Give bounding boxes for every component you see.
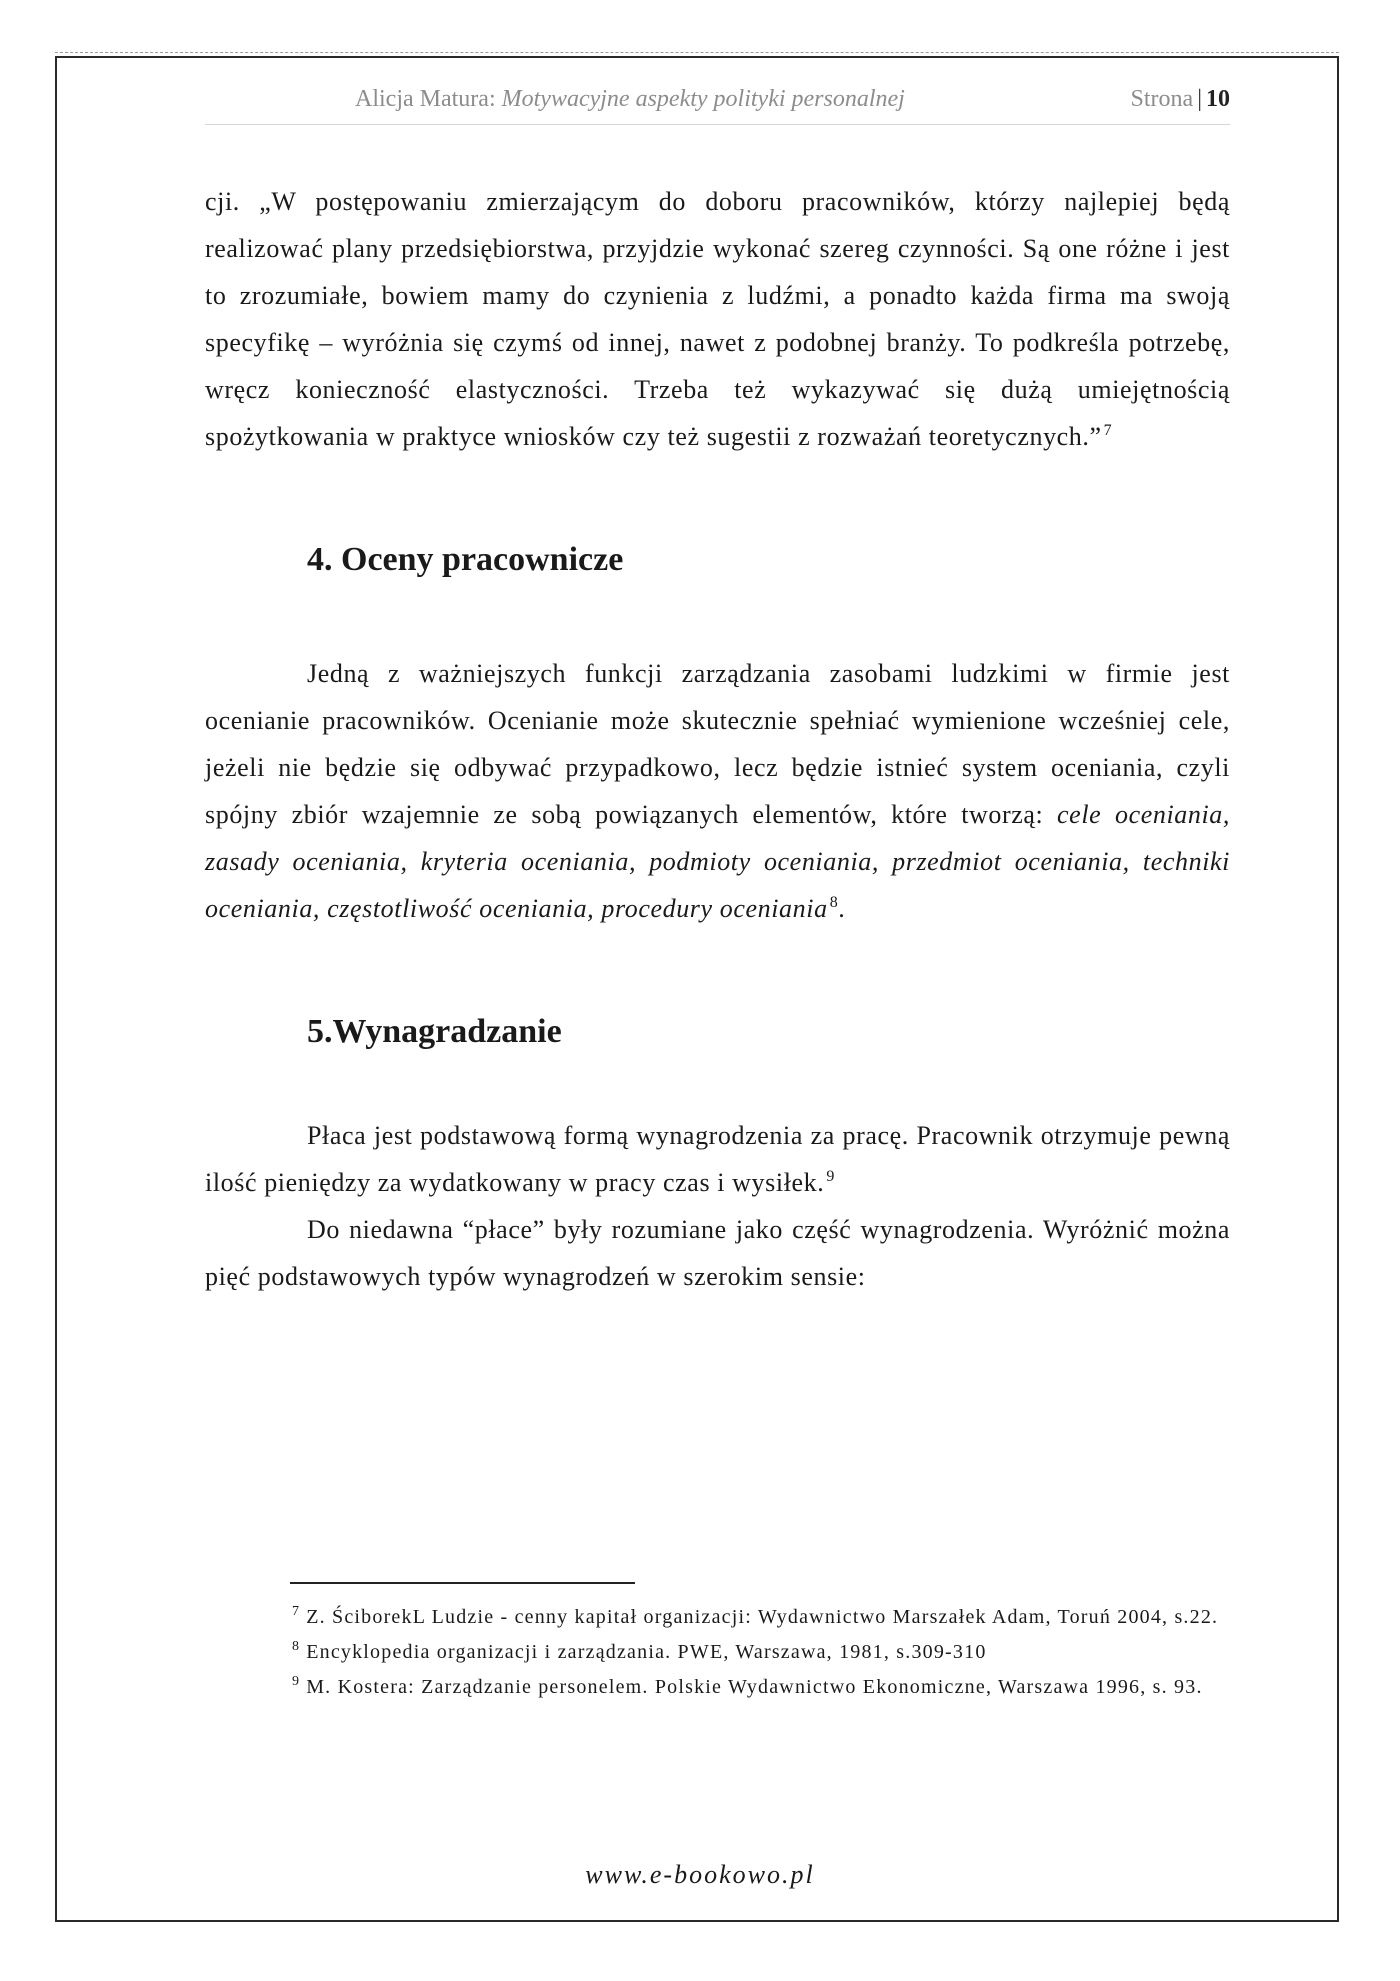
page-separator: | bbox=[1197, 86, 1202, 112]
footnote-number: 8 bbox=[292, 1639, 301, 1654]
footnote-text: Z. ŚciborekL Ludzie - cenny kapitał organizacji: Wydawnictwo Marszałek Adam, Toruń 2004, s.22. bbox=[306, 1606, 1219, 1628]
section5-paragraph-1 bbox=[205, 1112, 1230, 1206]
footnote-ref-7[interactable]: 7 bbox=[1103, 422, 1113, 439]
footer-url[interactable]: www.e-bookowo.pl bbox=[585, 1860, 815, 1889]
section4-italic-list: cele oceniania, zasady oceniania, kryteria oceniania, podmioty oceniania, przedmiot oceniania, techniki oceniania, częstotliwość oceniania, procedury oceniania bbox=[205, 800, 1230, 923]
intro-paragraph bbox=[205, 178, 1230, 460]
page-label: Strona bbox=[1130, 86, 1194, 112]
header-page-number bbox=[1131, 86, 1230, 113]
section4-text: Jedną z ważniejszych funkcji zarządzania zasobami ludzkimi w firmie jest ocenianie pracowników. Ocenianie może skutecznie spełniać wymienione wcześniej cele, jeżeli nie będzie się odbywać przypadkowo, lecz będzie istnieć system oceniania, czyli spójny zbiór wzajemnie ze sobą powiązanych elementów, które tworzą: bbox=[205, 659, 1230, 829]
intro-text: cji. „W postępowaniu zmierzającym do doboru pracowników, którzy najlepiej będą realizować plany przedsiębiorstwa, przyjdzie wykonać szereg czynności. Są one różne i jest to zrozumiałe, bowiem mamy do czynienia z ludźmi, a ponadto każda firma ma swoją specyfikę – wyróżnia się czymś od innej, nawet z podobnej branży. To podkreśla potrzebę, wręcz konieczność elastyczności. Trzeba też wykazywać się dużą umiejętnością spożytkowania w praktyce wniosków czy też sugestii z rozważań teoretycznych.” bbox=[205, 187, 1230, 451]
footnote-ref-8[interactable]: 8 bbox=[829, 894, 839, 911]
footnote-9 bbox=[205, 1670, 1230, 1705]
main-content bbox=[205, 178, 1230, 1300]
running-header bbox=[205, 80, 1230, 125]
header-book-title: Motywacyjne aspekty polityki personalnej bbox=[501, 86, 905, 112]
footnote-8 bbox=[205, 1635, 1230, 1670]
header-author: Alicja Matura: bbox=[355, 86, 496, 112]
footnote-number: 7 bbox=[292, 1604, 301, 1619]
section5-paragraph-2: Do niedawna “płace” były rozumiane jako część wynagrodzenia. Wyróżnić można pięć podstawowych typów wynagrodzeń w szerokim sensie: bbox=[205, 1215, 1230, 1291]
section-heading-wynagradzanie: 5.Wynagradzanie bbox=[307, 1013, 562, 1050]
section4-end: . bbox=[838, 894, 846, 923]
section5-text-1: Płaca jest podstawową formą wynagrodzenia za pracę. Pracownik otrzymuje pewną ilość pieniędzy za wydatkowany w pracy czas i wysiłek. bbox=[205, 1121, 1230, 1197]
section4-paragraph bbox=[205, 650, 1230, 932]
footnote-divider bbox=[290, 1582, 635, 1584]
header-title bbox=[355, 86, 905, 113]
footnote-ref-9[interactable]: 9 bbox=[826, 1168, 835, 1185]
footnotes bbox=[205, 1600, 1230, 1705]
page-number: 10 bbox=[1206, 86, 1230, 112]
footnote-text: Encyklopedia organizacji i zarządzania. PWE, Warszawa, 1981, s.309-310 bbox=[306, 1641, 987, 1663]
footnote-text: M. Kostera: Zarządzanie personelem. Polskie Wydawnictwo Ekonomiczne, Warszawa 1996, s. 93. bbox=[306, 1676, 1203, 1698]
footnote-7 bbox=[205, 1600, 1230, 1635]
footnote-number: 9 bbox=[292, 1674, 301, 1689]
section-heading-oceny: 4. Oceny pracownicze bbox=[307, 541, 624, 578]
